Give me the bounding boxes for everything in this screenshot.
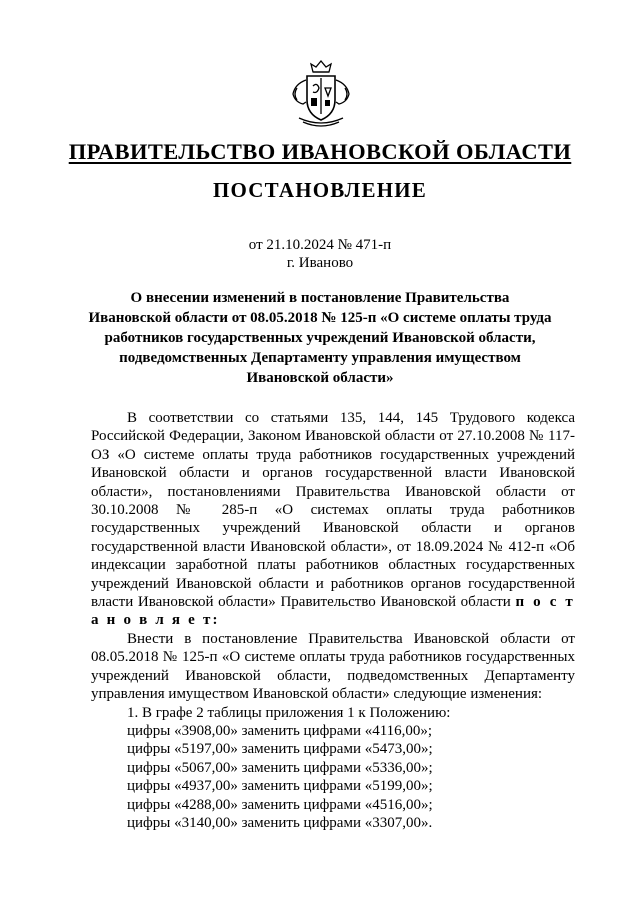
- document-date-number: от 21.10.2024 № 471-п: [248, 237, 392, 253]
- document-body: [91, 409, 575, 832]
- resolves-keyword: п о с т а н о в л я е т:: [91, 594, 575, 629]
- subject-line: работников государственных учреждений Ивановской области,: [104, 330, 536, 346]
- replacement-item: цифры «3908,00» заменить цифрами «4116,00»;: [127, 722, 433, 739]
- document-type-heading: ПОСТАНОВЛЕНИЕ: [212, 178, 428, 202]
- organization-title: ПРАВИТЕЛЬСТВО ИВАНОВСКОЙ ОБЛАСТИ: [68, 139, 572, 164]
- coat-of-arms-icon: [289, 58, 353, 132]
- replacement-item: цифры «5067,00» заменить цифрами «5336,00»;: [127, 759, 433, 776]
- subject-line: Ивановской области»: [246, 370, 394, 386]
- replacement-item: цифры «4288,00» заменить цифрами «4516,00»;: [127, 796, 433, 813]
- document-subject: [60, 288, 580, 388]
- replacement-item: цифры «4937,00» заменить цифрами «5199,00»;: [127, 778, 433, 795]
- replacement-item: цифры «5197,00» заменить цифрами «5473,00»;: [127, 741, 433, 758]
- preamble-paragraph: [91, 409, 575, 630]
- item-1-heading: 1. В графе 2 таблицы приложения 1 к Положению:: [127, 704, 451, 721]
- amendment-intro-paragraph: Внести в постановление Правительства Ивановской области от 08.05.2018 № 125-п «О системе оплаты труда работников государственных учреждений Ивановской области, подведомственных Департаменту управления имуществом Ивановской области» следующие изменения:: [91, 630, 575, 703]
- subject-line: Ивановской области от 08.05.2018 № 125-п «О системе оплаты труда: [88, 310, 552, 326]
- document-city: г. Иваново: [286, 255, 354, 271]
- replacement-list: [91, 722, 575, 832]
- preamble-text: В соответствии со статьями 135, 144, 145 Трудового кодекса Российской Федерации, Законом Ивановской области от 27.10.2008 № 117-ОЗ «О системе оплаты труда работников государственных учреждений Ивановской области и органов государственной власти Ивановской области», постановлениями Правительства Ивановской области от 30.10.2008 № 285-п «О системах оплаты труда работников государственных учреждений Ивановской области и органов государственной власти Ивановской области», от 18.09.2024 № 412-п «Об индексации заработной платы работников областных государственных учреждений Ивановской области и работников органов государственной власти Ивановской области» Правительство Ивановской области: [91, 410, 575, 611]
- subject-line: О внесении изменений в постановление Правительства: [130, 290, 510, 306]
- subject-line: подведомственных Департаменту управления имуществом: [119, 350, 521, 366]
- replacement-item: цифры «3140,00» заменить цифрами «3307,00».: [127, 814, 433, 831]
